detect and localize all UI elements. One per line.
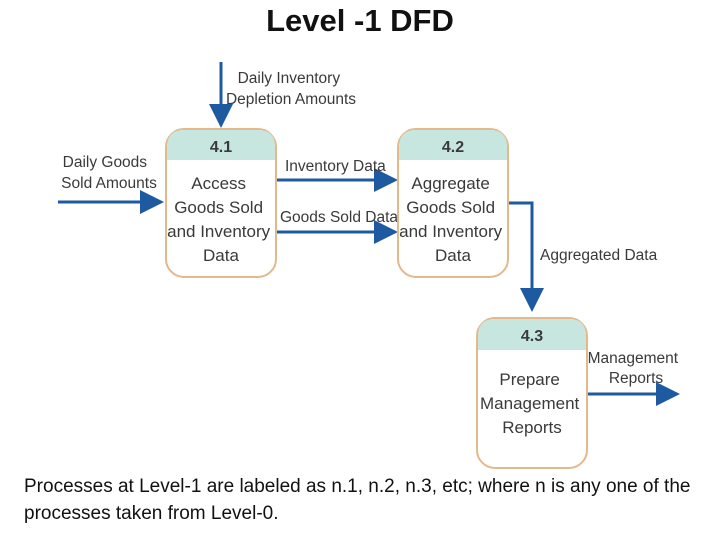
flow-label-line: Depletion Amounts xyxy=(225,91,357,108)
caption-text: Processes at Level-1 are labeled as n.1, n.2, n.3, etc; where n is any one of the processes taken from Level-0. xyxy=(24,476,691,524)
flow-label-line: Daily Inventory xyxy=(237,70,341,87)
flow-label-line: Management xyxy=(587,350,679,367)
process-name-line: Access xyxy=(191,174,247,193)
process-4-3 xyxy=(477,318,587,468)
process-4-2 xyxy=(398,129,508,277)
flow-label-management-reports xyxy=(588,350,683,387)
process-id: 4.3 xyxy=(520,328,544,345)
process-name-line: and Inventory xyxy=(399,222,503,241)
process-name-line: and Inventory xyxy=(167,222,271,241)
flow-arrow-aggregated-data xyxy=(508,203,532,306)
flow-label-aggregated-data: Aggregated Data xyxy=(540,247,658,264)
process-name-line: Goods Sold xyxy=(174,198,264,217)
process-name-line: Data xyxy=(203,246,239,265)
process-name-line: Management xyxy=(480,394,580,413)
flow-label-line: Reports xyxy=(608,370,664,387)
page-title: Level -1 DFD xyxy=(266,3,454,38)
flow-label-line: Sold Amounts xyxy=(61,175,157,192)
flow-label-line: Daily Goods xyxy=(62,154,148,171)
process-name-line: Goods Sold xyxy=(406,198,496,217)
process-id: 4.1 xyxy=(209,139,233,156)
flow-labels xyxy=(61,70,682,387)
flow-label-goods-sold-data: Goods Sold Data xyxy=(280,209,399,226)
process-name-line: Reports xyxy=(502,418,562,437)
process-name-line: Aggregate xyxy=(411,174,490,193)
flow-label-depletion xyxy=(226,70,356,108)
process-name-line: Data xyxy=(435,246,471,265)
flow-label-goods-sold xyxy=(61,154,157,192)
flow-label-inventory-data: Inventory Data xyxy=(285,158,386,175)
process-name-line: Prepare xyxy=(499,370,560,389)
process-id: 4.2 xyxy=(441,139,465,156)
process-4-1 xyxy=(166,129,276,277)
